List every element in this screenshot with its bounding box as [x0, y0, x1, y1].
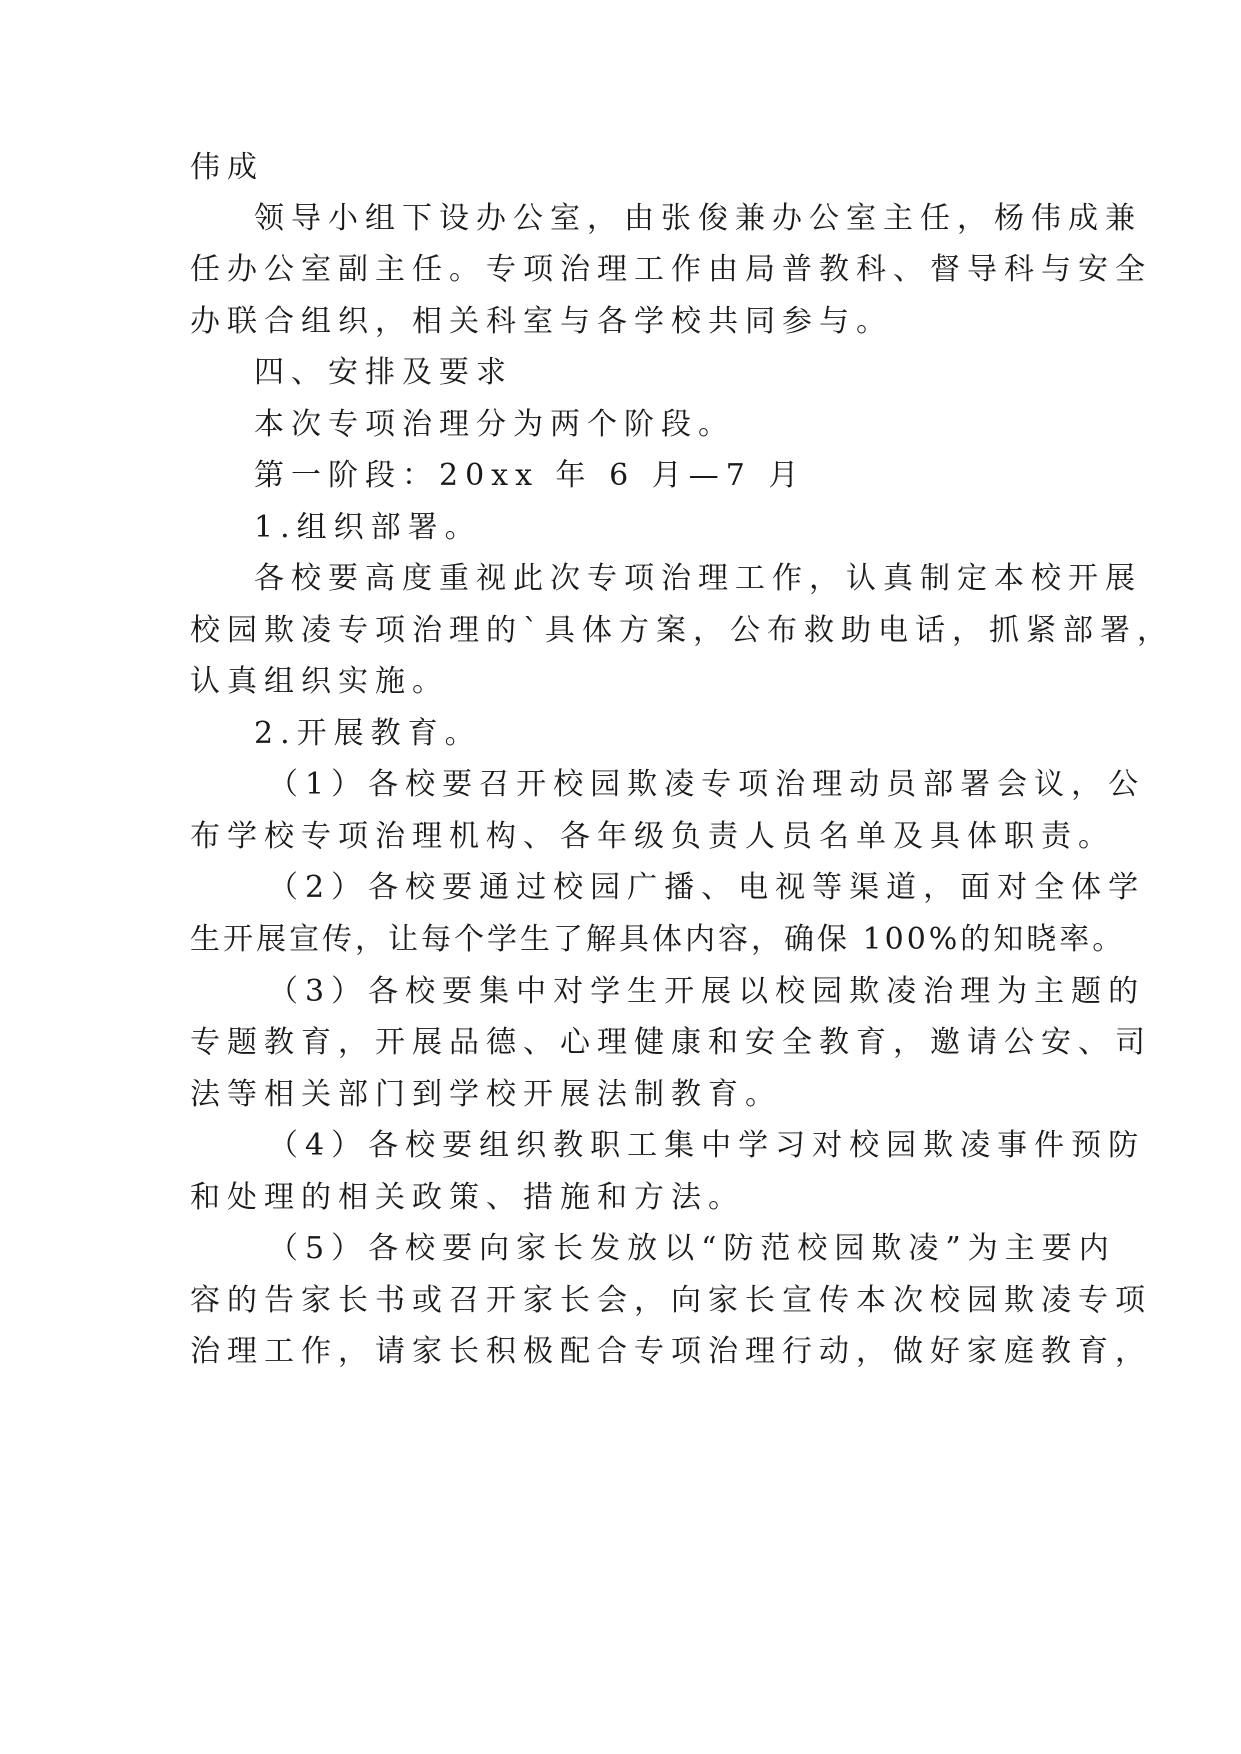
- text-line: 伟成: [190, 150, 264, 185]
- text-line: 法等相关部门到学校开展法制教育。: [190, 1077, 782, 1112]
- list-item: （1）各校要召开校园欺凌专项治理动员部署会议，公: [268, 767, 1146, 802]
- paragraph-line: 领导小组下设办公室，由张俊兼办公室主任，杨伟成兼: [254, 201, 1142, 236]
- text-line: 和处理的相关政策、措施和方法。: [190, 1180, 745, 1215]
- text-line: 生开展宣传，让每个学生了解具体内容，确保 100%的知晓率。: [190, 922, 1126, 957]
- text-line: 校园欺凌专项治理的`具体方案，公布救助电话，抓紧部署，: [190, 613, 1174, 648]
- paragraph-line: 各校要高度重视此次专项治理工作，认真制定本校开展: [254, 561, 1142, 596]
- paragraph-line: 本次专项治理分为两个阶段。: [254, 407, 735, 442]
- text-line: 布学校专项治理机构、各年级负责人员名单及具体职责。: [190, 819, 1115, 854]
- section-heading: 四、安排及要求: [254, 355, 513, 390]
- item-heading: 1.组织部署。: [254, 510, 482, 545]
- text-line: 专题教育，开展品德、心理健康和安全教育，邀请公安、司: [190, 1025, 1152, 1060]
- list-item: （3）各校要集中对学生开展以校园欺凌治理为主题的: [268, 974, 1146, 1009]
- text-line: 任办公室副主任。专项治理工作由局普教科、督导科与安全: [190, 252, 1152, 287]
- list-item: （4）各校要组织教职工集中学习对校园欺凌事件预防: [268, 1128, 1146, 1163]
- text-line: 办联合组织，相关科室与各学校共同参与。: [190, 304, 893, 339]
- list-item: （2）各校要通过校园广播、电视等渠道，面对全体学: [268, 870, 1146, 905]
- item-heading: 2.开展教育。: [254, 716, 482, 751]
- text-line: 治理工作，请家长积极配合专项治理行动，做好家庭教育，: [190, 1334, 1152, 1369]
- text-line: 容的告家长书或召开家长会，向家长宣传本次校园欺凌专项: [190, 1283, 1152, 1318]
- stage-heading: 第一阶段：20xx 年 6 月—7 月: [254, 458, 806, 493]
- text-line: 认真组织实施。: [190, 664, 449, 699]
- list-item: （5）各校要向家长发放以“防范校园欺凌”为主要内: [268, 1231, 1116, 1266]
